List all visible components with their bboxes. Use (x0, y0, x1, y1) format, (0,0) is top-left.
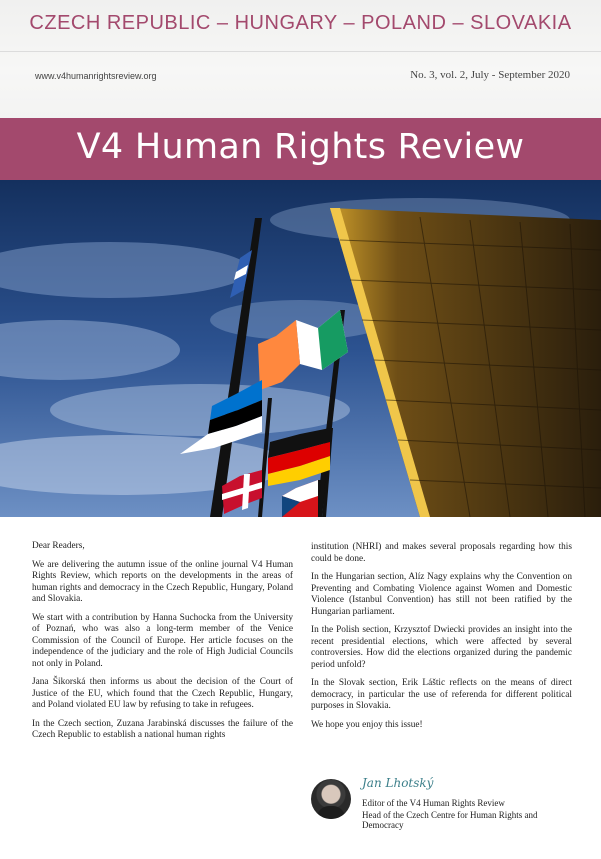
paragraph: In the Czech section, Zuzana Jarabinská discusses the failure of the Czech Republic to establish a national human rights (32, 718, 293, 740)
signature-block (311, 776, 581, 830)
letter-column-right (311, 542, 572, 738)
cover-photo (0, 180, 601, 517)
issue-info: No. 3, vol. 2, July - September 2020 (410, 69, 570, 81)
website-link[interactable]: www.v4humanrightsreview.org (35, 71, 157, 81)
editor-role: Editor of the V4 Human Rights Review (362, 798, 505, 808)
letter-column-left (32, 541, 293, 749)
closing-line: We hope you enjoy this issue! (311, 719, 423, 730)
avatar (311, 779, 351, 819)
head-role: Head of the Czech Centre for Human Rights and Democracy (362, 810, 538, 830)
header-divider (0, 51, 601, 52)
paragraph: institution (NHRI) and makes several proposals regarding how this could be done. (311, 542, 572, 564)
countries-heading: CZECH REPUBLIC – HUNGARY – POLAND – SLOVAKIA (29, 12, 572, 34)
paragraph: In the Polish section, Krzysztof Dwiecki provides an insight into the recent presidential elections, which were affected by several controversies. How did the elections organized during the pandemic period unfold? (311, 625, 572, 670)
paragraph: We start with a contribution by Hanna Suchocka from the University of Poznań, who was also a long-term member of the Venice Commission of the Council of Europe. Her article focuses on the independence of the judiciary and the role of High Judicial Councils not only in Poland. (32, 612, 293, 669)
paragraph: Jana Šikorská then informs us about the decision of the Court of Justice of the EU, which found that the Czech Republic, Hungary, and Poland violated EU law by refusing to take in refugees. (32, 677, 293, 710)
signature: Jan Lhotský (362, 776, 434, 790)
title-bar (0, 118, 601, 180)
journal-title: V4 Human Rights Review (76, 127, 525, 167)
greeting: Dear Readers, (32, 541, 85, 551)
paragraph: We are delivering the autumn issue of the online journal V4 Human Rights Review, which reports on the developments in the areas of human rights and democracy in the Czech Republic, Hungary, Poland and Slovakia. (32, 559, 293, 604)
paragraph: In the Slovak section, Erik Láštic reflects on the means of direct democracy, in particular the use of referenda for different political purposes in Slovakia. (311, 678, 572, 711)
paragraph: In the Hungarian section, Alíz Nagy explains why the Convention on Preventing and Combating Violence against Women and Domestic Violence (Istanbul Convention) has still not been ratified by the Hungarian parliament. (311, 572, 572, 617)
